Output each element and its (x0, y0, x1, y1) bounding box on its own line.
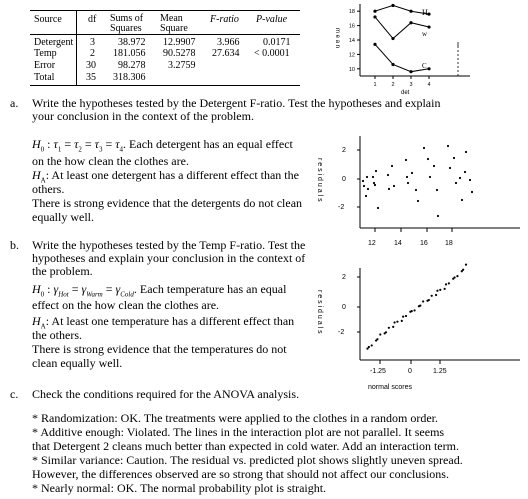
npp-point (385, 331, 387, 333)
npp-point (435, 294, 437, 296)
interaction-ytick-label: 12 (348, 52, 355, 59)
npp-point (411, 310, 413, 312)
npp-point (401, 320, 403, 322)
row-temp-p: < 0.0001 (254, 48, 290, 59)
part-a-ha-line-2: others. (32, 182, 65, 196)
header-df: df (88, 14, 97, 25)
part-c-line-6: * Nearly normal: OK. The normal probability plot is straight. (32, 481, 327, 495)
npp-point (465, 264, 467, 266)
interaction-xtick-label: 1 (373, 82, 377, 88)
legend-c: C (422, 62, 427, 70)
part-a-h0-tail: . Each detergent has an equal effect (123, 137, 293, 151)
row-detergent-p: 0.0171 (263, 37, 291, 48)
row-temp-f: 27.634 (212, 48, 240, 59)
interaction-point-w (373, 15, 376, 18)
part-a-ha-text: : At least one detergent has a different effect than the (45, 168, 299, 182)
part-c-line-4: * Similar variance: Caution. The residual vs. predicted plot shows slightly uneven spread. (32, 453, 463, 467)
npp-point (448, 282, 450, 284)
interaction-series-line-w (375, 17, 429, 39)
npp-point (376, 338, 378, 340)
npp-point (402, 316, 404, 318)
row-temp-source: Temp (34, 48, 57, 59)
rvp-xtick-18: 18 (445, 240, 453, 247)
interaction-point-w (391, 37, 394, 40)
row-detergent-f: 3.966 (217, 37, 240, 48)
rvp-point (417, 200, 419, 202)
row-temp-df: 2 (90, 48, 95, 59)
part-b-conclusion-line-1: There is strong evidence that the temperatures do not (32, 342, 287, 356)
header-sums-of: Sums of (110, 13, 144, 24)
npp-point (396, 321, 398, 323)
row-temp-ss: 181.056 (113, 48, 146, 59)
rvp-point (373, 182, 375, 184)
part-c-line-5: However, the differences observed are so strong that should not affect our conclusions. (32, 467, 449, 481)
header-p-value: P-value (256, 14, 288, 25)
normal-probability-plot (310, 262, 528, 394)
header-squares: Squares (110, 23, 142, 34)
npp-xtick-neg125: -1.25 (370, 368, 386, 375)
part-c-line-1: * Randomization: OK. The treatments were applied to the clothes in a random order. (32, 411, 438, 425)
rvp-point (372, 176, 374, 178)
row-total-source: Total (34, 72, 55, 83)
part-b-question-line-2: hypotheses and explain your conclusion in the context of (32, 251, 306, 265)
rvp-point (461, 199, 463, 201)
rvp-point (436, 189, 438, 191)
npp-point (428, 299, 430, 301)
part-a-null-hypothesis: $H_0$ : $\tau_1 = \tau_2 = \tau_3 = \tau_4$. Each detergent has an equal effect (32, 137, 293, 154)
npp-point (444, 288, 446, 290)
header-mean: Mean (160, 13, 183, 24)
npp-point (392, 326, 394, 328)
interaction-point-C (409, 70, 412, 73)
npp-xlabel: normal scores (368, 384, 412, 391)
npp-ytick-2: 2 (342, 274, 346, 281)
interaction-series-line-C (375, 44, 429, 71)
npp-point (462, 269, 464, 271)
part-a-label: a. (10, 96, 19, 110)
rvp-point (388, 188, 390, 190)
part-a-conclusion-line-1: There is strong evidence that the detergents do not clean (32, 196, 303, 210)
npp-point (413, 309, 415, 311)
part-a-ha-sub: A (40, 176, 46, 185)
part-c-line-3: that Detergent 2 cleans much better than expected in cold water. Add an interaction term. (32, 439, 459, 453)
interaction-point-w (409, 21, 412, 24)
rvp-point (415, 189, 417, 191)
rvp-point (375, 170, 377, 172)
header-source: Source (34, 14, 62, 25)
rvp-point (471, 191, 473, 193)
anova-table (30, 10, 300, 86)
interaction-xtick-label: 3 (409, 82, 413, 88)
row-detergent-ss: 38.972 (118, 37, 146, 48)
interaction-point-C (391, 63, 394, 66)
row-detergent-ms: 12.9907 (163, 37, 196, 48)
interaction-ytick-label: 18 (348, 9, 355, 16)
part-b-ha-text: : At least one temperature has a different effect than (45, 314, 295, 328)
rvp-point (455, 182, 457, 184)
rvp-point (427, 158, 429, 160)
rvp-point (407, 182, 409, 184)
rvp-point (433, 165, 435, 167)
rvp-point (469, 179, 471, 181)
npp-point (439, 289, 441, 291)
interaction-xtick-label: 4 (427, 82, 431, 88)
part-b-ha-h: H (32, 314, 41, 328)
rvp-point (362, 180, 364, 182)
npp-point (419, 305, 421, 307)
npp-point (393, 321, 395, 323)
rvp-point (423, 147, 425, 149)
npp-ytick-neg2: -2 (338, 329, 345, 336)
interaction-point-H (409, 10, 412, 13)
interaction-plot (300, 0, 528, 100)
rvp-point (366, 176, 368, 178)
row-detergent-df: 3 (90, 37, 95, 48)
rvp-point (411, 172, 413, 174)
part-b-question-line-3: the problem. (32, 264, 93, 278)
interaction-ytick-label: 14 (348, 38, 355, 44)
part-b-question-line-1: Write the hypotheses tested by the Temp F-ratio. Test the (32, 238, 306, 252)
rvp-ylabel: r e s i d u a l s (316, 158, 323, 202)
rvp-point (377, 207, 379, 209)
npp-point (456, 275, 458, 277)
row-total-df: 35 (86, 72, 96, 83)
interaction-xlabel: det (401, 90, 410, 96)
row-error-source: Error (34, 60, 56, 71)
interaction-point-C (373, 43, 376, 46)
npp-xtick-125: 1.25 (433, 368, 447, 375)
npp-point (379, 333, 381, 335)
npp-point (431, 295, 433, 297)
rvp-point (459, 177, 461, 179)
row-error-ss: 98.278 (118, 60, 146, 71)
part-c-line-2: * Additive enough: Violated. The lines in the interaction plot are not parallel. It seems (32, 425, 445, 439)
legend-w: w (422, 30, 428, 38)
rvp-ytick-neg2: -2 (338, 204, 345, 211)
rvp-point (464, 171, 466, 173)
part-a-question-line-2: your conclusion in the context of the problem. (32, 109, 254, 123)
npp-ytick-0: 0 (342, 304, 346, 311)
part-a-ha-h: H (32, 168, 41, 182)
part-a-conclusion-line-2: equally well. (32, 210, 94, 224)
rvp-point (465, 151, 467, 153)
interaction-xtick-label: 2 (391, 82, 395, 88)
rvp-point (391, 165, 393, 167)
interaction-ytick-label: 16 (348, 23, 355, 30)
part-b-ha-sub: A (40, 322, 46, 331)
npp-point (368, 346, 370, 348)
header-f-ratio: F-ratio (210, 14, 239, 25)
part-c-question-text: Check the conditions required for the ANOVA analysis. (32, 387, 300, 401)
npp-ylabel: r e s i d u a l s (316, 290, 323, 334)
rvp-xtick-12: 12 (368, 240, 376, 247)
npp-point (445, 283, 447, 285)
legend-h: H (422, 8, 428, 17)
npp-point (422, 300, 424, 302)
part-b-conclusion-line-2: clean equally well. (32, 356, 123, 370)
npp-point (388, 327, 390, 329)
rvp-ytick-2: 2 (342, 147, 346, 154)
rvp-ytick-0: 0 (342, 176, 346, 183)
header-square: Square (160, 23, 188, 34)
interaction-point-C (427, 67, 430, 70)
rvp-point (367, 188, 369, 190)
npp-point (371, 344, 373, 346)
row-error-df: 30 (86, 60, 96, 71)
rvp-xtick-16: 16 (420, 240, 428, 247)
npp-point (453, 276, 455, 278)
interaction-ylabel: m e a n (334, 28, 340, 49)
rvp-point (365, 195, 367, 197)
rvp-point (405, 159, 407, 161)
interaction-ytick-label: 10 (348, 66, 355, 73)
residuals-vs-predicted-plot (310, 128, 528, 253)
rvp-point (374, 184, 376, 186)
npp-xtick-0: 0 (408, 368, 412, 375)
part-b-h0-line-2: effect on the how clean the clothes are. (32, 298, 220, 312)
npp-point (436, 290, 438, 292)
part-a-question-line-1: Write the hypotheses tested by the Detergent F-ratio. Test the hypotheses and explain (32, 96, 441, 110)
npp-point (405, 315, 407, 317)
rvp-point (447, 145, 449, 147)
part-a-h0-line-2: on the how clean the clothes are. (32, 154, 189, 168)
rvp-point (449, 167, 451, 169)
part-c-label: c. (10, 387, 19, 401)
rvp-point (406, 176, 408, 178)
rvp-xtick-14: 14 (394, 240, 402, 247)
interaction-series-line-H (375, 5, 429, 14)
rvp-point (363, 185, 365, 187)
row-detergent-source: Detergent (34, 37, 74, 48)
rvp-point (393, 185, 395, 187)
interaction-point-H (373, 10, 376, 13)
row-total-ss: 318.306 (113, 72, 146, 83)
rvp-point (387, 174, 389, 176)
part-a-alt-hypothesis (32, 169, 299, 188)
rvp-point (437, 215, 439, 217)
interaction-point-H (391, 4, 394, 7)
part-b-null-hypothesis: $H_0$ : $\gamma_{Hot} = \gamma_{Warm} = \gamma_{Cold}$. Each temperature has an equal (32, 282, 287, 299)
part-b-ha-line-2: the others. (32, 328, 82, 342)
rvp-point (429, 176, 431, 178)
row-error-ms: 3.2759 (168, 60, 196, 71)
row-temp-ms: 90.5278 (163, 48, 196, 59)
part-b-h0-tail: . Each temperature has an equal (133, 282, 287, 296)
rvp-point (453, 157, 455, 159)
interaction-point-w (427, 25, 430, 28)
part-b-label: b. (10, 238, 19, 252)
